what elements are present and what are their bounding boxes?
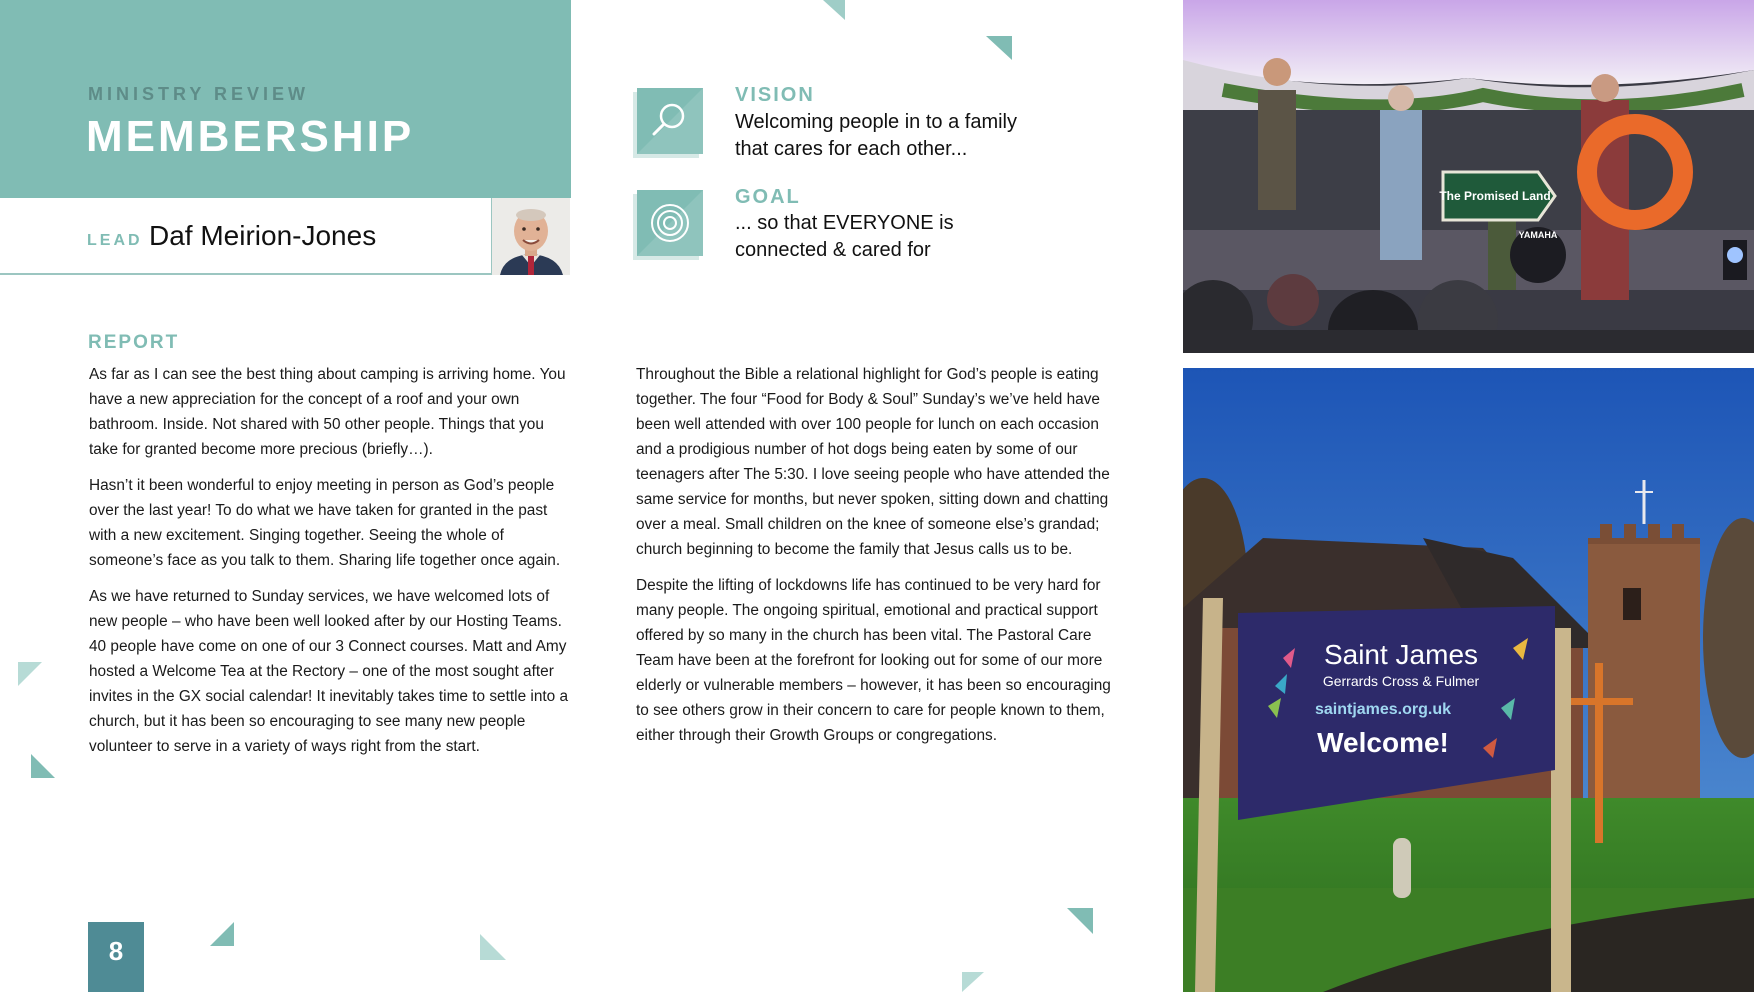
report-heading: REPORT (88, 332, 180, 353)
lead-portrait (491, 198, 570, 275)
section-kicker: MINISTRY REVIEW (88, 84, 310, 104)
promised-land-sign-text: The Promised Land (1439, 189, 1551, 203)
decor-triangle (18, 662, 42, 686)
page-number: 8 (88, 922, 144, 992)
report-paragraph: As we have returned to Sunday services, we have welcomed lots of new people – who have been well looked after by our Hosting Teams. 40 people have come on one of our 3 Connect courses. Matt and Amy hosted a Welcome Tea at the Rectory – one of the most sought after invites in the GX social calendar! It inevitably takes time to settle into a church, but it has been so encouraging to see many new people volunteer to serve in a variety of ways right from the start. (89, 588, 569, 755)
goal-icon-box (637, 190, 703, 256)
decor-triangle (962, 972, 984, 992)
magnifier-icon (637, 88, 703, 154)
report-paragraph: Hasn’t it been wonderful to enjoy meeting in person as God’s people over the last year! To do what we have taken for granted in the past with a new excitement. Singing together. Seeing the whole of someone’s face as you talk to them. Sharing life together once again. (89, 477, 561, 569)
sign-church-location: Gerrards Cross & Fulmer (1322, 673, 1480, 689)
church-photo-image (1183, 368, 1754, 992)
sign-website: saintjames.org.uk (1314, 701, 1452, 718)
decor-triangle (210, 922, 234, 946)
portrait-image (492, 198, 570, 275)
goal-text: ... so that EVERYONE is connected & cared for (735, 212, 954, 261)
report-column-1 (89, 362, 572, 770)
goal-title: GOAL (735, 186, 801, 208)
target-icon (637, 190, 703, 256)
vision-title: VISION (735, 84, 815, 106)
page-title: MEMBERSHIP (86, 112, 415, 161)
stage-photo-image (1183, 0, 1754, 353)
report-paragraph: Despite the lifting of lockdowns life has continued to be very hard for many people. The ongoing spiritual, emotional and practical support offered by so many in the church has been vital. The Pastoral Care Team have been at the forefront for looking out for some of our more elderly or vulnerable members – however, it has been so encouraging to see others grow in their concern to care for people known to them, either through their Growth Groups or congregations. (636, 577, 1111, 744)
report-paragraph: As far as I can see the best thing about camping is arriving home. You have a new appreciation for the concept of a roof and your own bathroom. Inside. Not shared with 50 other people. Things that you take for granted become more precious (briefly…). (89, 366, 566, 458)
lead-label: LEAD (87, 232, 143, 249)
vision-text: Welcoming people in to a family that cares for each other... (735, 111, 1017, 160)
sign-welcome: Welcome! (1317, 727, 1449, 758)
lead-name: Daf Meirion-Jones (149, 220, 377, 251)
church-photo (1183, 368, 1754, 992)
decor-triangle (986, 36, 1012, 60)
vision-icon-box (637, 88, 703, 154)
decor-triangle (1067, 908, 1093, 934)
decor-triangle (31, 754, 55, 778)
report-column-2 (636, 362, 1118, 759)
drum-brand-text: YAMAHA (1518, 230, 1558, 240)
decor-triangle (480, 934, 506, 960)
decor-triangle (823, 0, 845, 20)
report-paragraph: Throughout the Bible a relational highlight for God’s people is eating together. The four “Food for Body & Soul” Sunday’s we’ve held have been well attended with over 100 people for lunch on each occasion and a prodigious number of hot dogs being eaten by some of our teenagers after The 5:30. I love seeing people who have attended the same service for months, but never spoken, sitting down and chatting over a meal. Small children on the knee of someone else’s grandad; church beginning to become the family that Jesus calls us to be. (636, 366, 1110, 558)
sign-church-name: Saint James (1323, 639, 1479, 670)
stage-photo (1183, 0, 1754, 353)
